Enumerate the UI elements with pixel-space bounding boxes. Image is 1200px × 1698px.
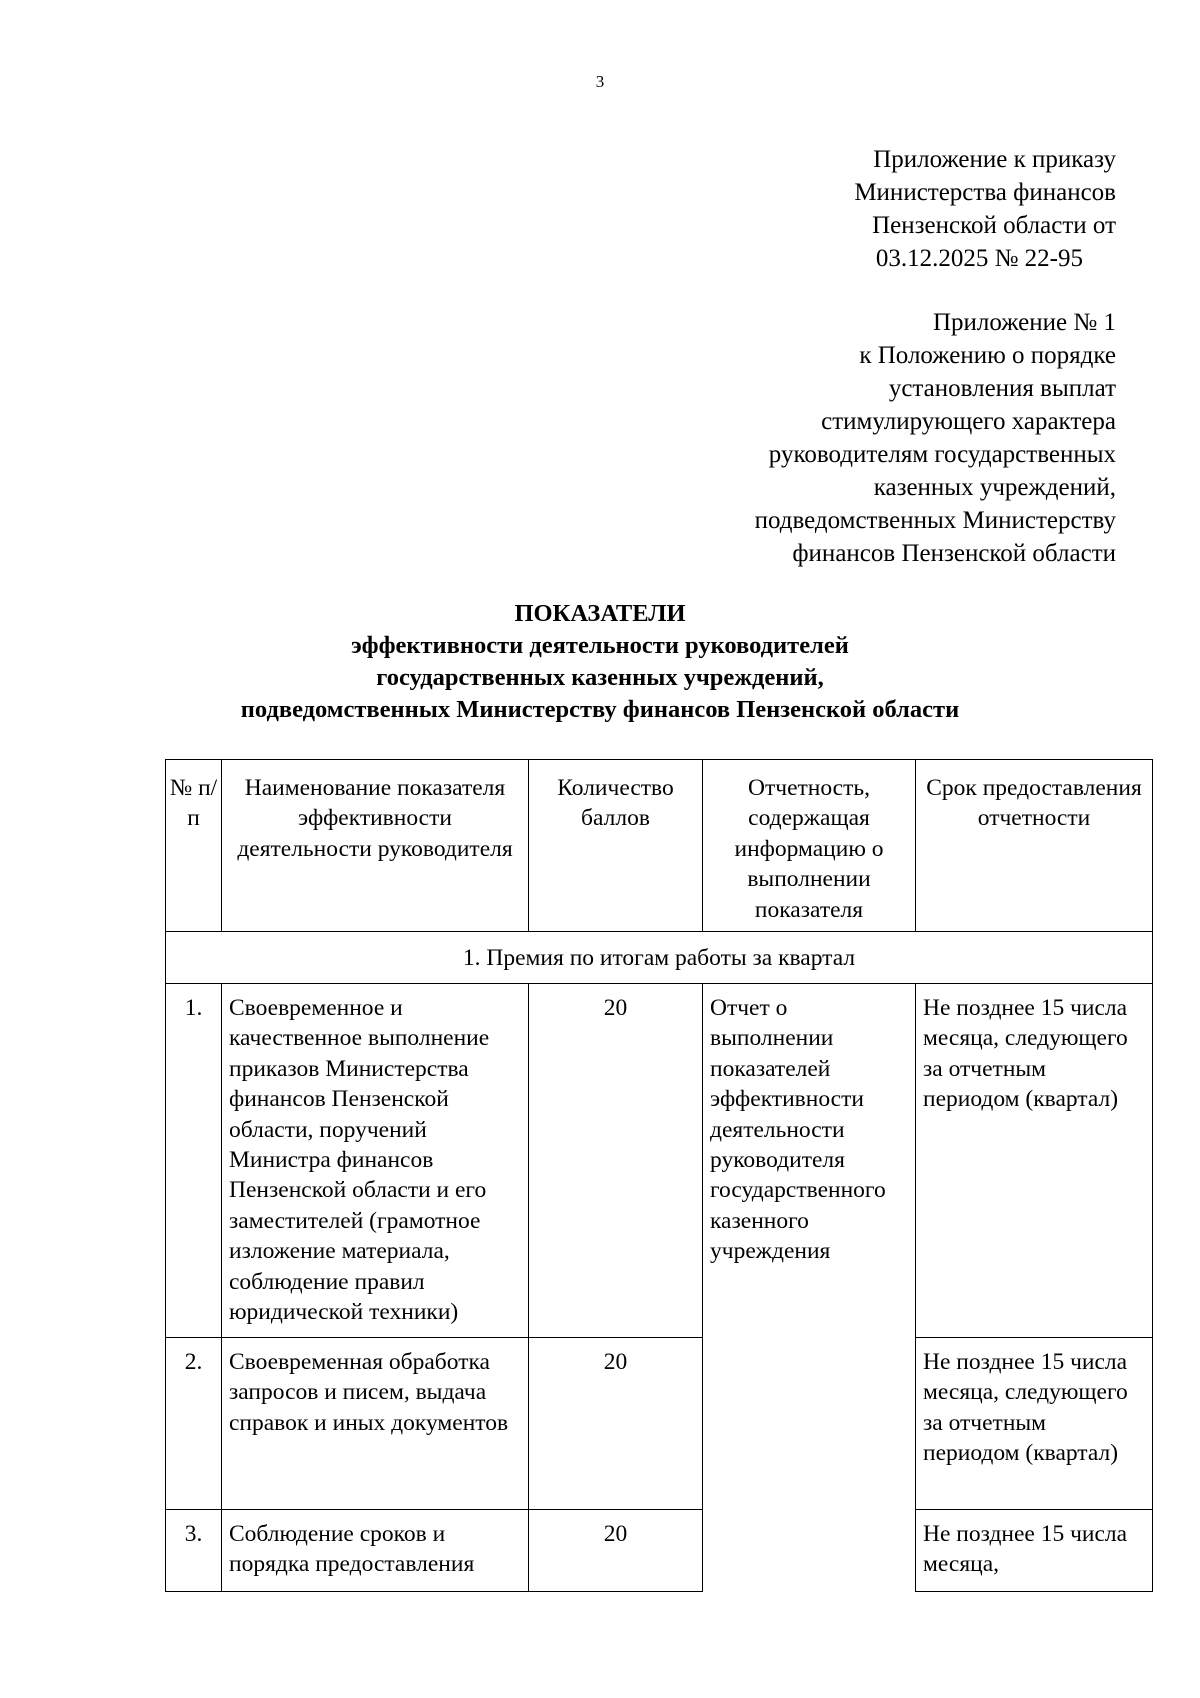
row-deadline: Не позднее 15 числа месяца, следующего за отчетным периодом (квартал): [923, 1349, 1128, 1467]
header-name: Наименование показателя эффективности деятельности руководителя: [237, 775, 513, 862]
row-report-cell: [703, 984, 916, 1338]
page-number: 3: [595, 72, 605, 91]
header-deadline: Срок предоставления отчетности: [926, 775, 1142, 832]
appendix-line: установления выплат: [888, 375, 1116, 402]
header-points-cell: [529, 760, 703, 932]
row-deadline-cell: [916, 1338, 1153, 1510]
row-points: 20: [603, 1349, 628, 1375]
approval-block: [854, 143, 1116, 275]
approval-line: Министерства финансов: [854, 179, 1116, 206]
row-points-cell: [529, 984, 703, 1338]
row-name: Соблюдение сроков и порядка предоставления: [229, 1521, 475, 1578]
approval-line: Приложение к приказу: [873, 146, 1116, 173]
row-name-cell: [222, 984, 529, 1338]
row-deadline-cell: [916, 984, 1153, 1338]
title-line: эффективности деятельности руководителей: [351, 632, 849, 659]
row-deadline-cell: [916, 1510, 1153, 1592]
appendix-block: [755, 306, 1116, 570]
document-title: [0, 598, 1200, 726]
table-row: [166, 1510, 1153, 1592]
row-num-cell: [166, 1338, 222, 1510]
row-points-cell: [529, 1510, 703, 1592]
title-line: государственных казенных учреждений,: [376, 664, 824, 691]
row-num-cell: [166, 984, 222, 1338]
row-num: 2.: [184, 1349, 203, 1375]
header-points: Количество баллов: [557, 775, 674, 832]
header-num: № п/п: [169, 775, 218, 832]
appendix-line: к Положению о порядке: [859, 342, 1116, 369]
table-row: [166, 984, 1153, 1338]
row-name-cell: [222, 1338, 529, 1510]
row-name: Своевременное и качественное выполнение приказов Министерства финансов Пензенской области, поручений Министра финансов Пензенской области и его заместителей (грамотное изложение материала, соблюдение правил юридической техники): [229, 995, 490, 1326]
header-num-cell: [166, 760, 222, 932]
row-name: Своевременная обработка запросов и писем, выдача справок и иных документов: [229, 1349, 509, 1436]
row-num: 3.: [184, 1521, 203, 1547]
appendix-line: подведомственных Министерству: [754, 507, 1116, 534]
indicators-table: [165, 759, 1153, 1592]
row-deadline: Не позднее 15 числа месяца,: [923, 1521, 1128, 1578]
row-num-cell: [166, 1510, 222, 1592]
row-points: 20: [603, 995, 628, 1021]
row-name-cell: [222, 1510, 529, 1592]
row-report-cell-merged: [703, 1510, 916, 1592]
header-name-cell: [222, 760, 529, 932]
title-line: подведомственных Министерству финансов Пензенской области: [240, 696, 960, 723]
header-report-cell: [703, 760, 916, 932]
table-row: [166, 1338, 1153, 1510]
section-cell: [166, 932, 1153, 984]
appendix-line: руководителям государственных: [768, 441, 1116, 468]
appendix-line: стимулирующего характера: [821, 408, 1116, 435]
approval-line: Пензенской области от: [872, 212, 1116, 239]
section-row: [166, 932, 1153, 984]
row-report-cell-merged: [703, 1338, 916, 1510]
section-title: 1. Премия по итогам работы за квартал: [462, 945, 856, 971]
row-points-cell: [529, 1338, 703, 1510]
title-heading: ПОКАЗАТЕЛИ: [514, 600, 686, 627]
appendix-line: финансов Пензенской области: [792, 540, 1116, 567]
row-deadline: Не позднее 15 числа месяца, следующего за отчетным периодом (квартал): [923, 995, 1128, 1113]
approval-line: 03.12.2025 № 22-95: [875, 245, 1083, 272]
appendix-line: казенных учреждений,: [873, 474, 1116, 501]
header-report: Отчетность, содержащая информацию о выполнении показателя: [734, 775, 884, 923]
row-report: Отчет о выполнении показателей эффективности деятельности руководителя государственного казенного учреждения: [710, 995, 886, 1265]
row-points: 20: [603, 1521, 628, 1547]
header-deadline-cell: [916, 760, 1153, 932]
table-header-row: [166, 760, 1153, 932]
row-num: 1.: [184, 995, 203, 1021]
appendix-line: Приложение № 1: [932, 309, 1116, 336]
